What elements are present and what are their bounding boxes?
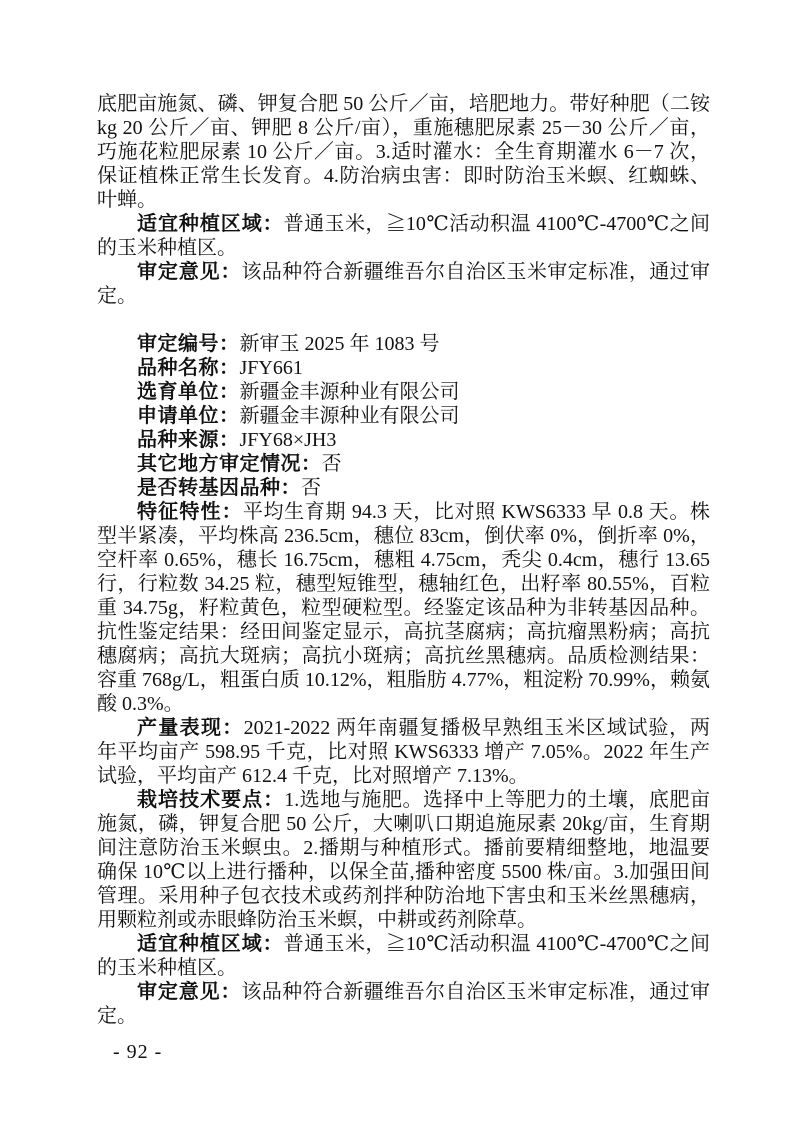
paragraph-label: 适宜种植区域：	[137, 933, 284, 955]
paragraph-text: JFY68×JH3	[239, 429, 337, 451]
paragraph-text: 新疆金丰源种业有限公司	[239, 381, 460, 403]
paragraph	[97, 452, 710, 476]
paragraph-label: 品种名称：	[137, 357, 240, 379]
paragraph-text: 底肥亩施氮、磷、钾复合肥 50 公斤／亩，培肥地力。带好种肥（二铵kg 20 公斤／亩、钾肥 8 公斤/亩），重施穗肥尿素 25－30 公斤／亩，巧施花粒肥尿素 10 公斤／亩。3.适时灌水：全生育期灌水 6－7 次，保证植株正常生长发育。4.防治病虫害：即时防治玉米螟、红蜘蛛、叶蝉。	[97, 93, 710, 211]
paragraph-label: 选育单位：	[137, 381, 240, 403]
paragraph-text: 否	[301, 477, 321, 499]
paragraph-text: 普通玉米，≧10℃活动积温 4100℃-4700℃之间的玉米种植区。	[97, 933, 711, 979]
paragraph-text: 2021-2022 两年南疆复播极早熟组玉米区域试验，两年平均亩产 598.95 千克，比对照 KWS6333 增产 7.05%。2022 年生产试验，平均亩产 612.4 千克，比对照增产 7.13%。	[97, 717, 710, 787]
paragraph-text: 该品种符合新疆维吾尔自治区玉米审定标准，通过审定。	[97, 261, 711, 307]
paragraph	[97, 932, 710, 980]
paragraph-label: 是否转基因品种：	[137, 477, 301, 499]
document-body	[97, 92, 710, 1028]
paragraph	[97, 476, 710, 500]
paragraph-label: 申请单位：	[137, 405, 240, 427]
paragraph-text: 否	[321, 453, 342, 475]
paragraph-text: JFY661	[239, 357, 303, 379]
paragraph-label: 审定意见：	[137, 981, 242, 1003]
paragraph-text: 平均生育期 94.3 天，比对照 KWS6333 早 0.8 天。株型半紧凑，平均株高 236.5cm，穗位 83cm，倒伏率 0%，倒折率 0%，空杆率 0.65%，穗长 16.75cm，穗粗 4.75cm，秃尖 0.4cm，穗行 13.65 行，行粒数 34.25 粒，穗型短锥型，穗轴红色，出籽率 80.55%，百粒重 34.75g，籽粒黄色，粒型硬粒型。经鉴定该品种为非转基因品种。抗性鉴定结果：经田间鉴定显示，高抗茎腐病；高抗瘤黑粉病；高抗穗腐病；高抗大斑病；高抗小斑病；高抗丝黑穗病。品质检测结果：容重 768g/L，粗蛋白质 10.12%，粗脂肪 4.77%，粗淀粉 70.99%，赖氨酸 0.3%。	[97, 501, 710, 715]
paragraph	[97, 428, 710, 452]
page-number: - 92 -	[113, 1041, 163, 1063]
paragraph-label: 特征特性：	[137, 501, 243, 523]
paragraph-spacer	[97, 308, 710, 332]
paragraph	[97, 212, 710, 260]
paragraph	[97, 92, 710, 212]
paragraph-label: 品种来源：	[137, 429, 240, 451]
paragraph-label: 审定编号：	[137, 333, 240, 355]
paragraph-text: 该品种符合新疆维吾尔自治区玉米审定标准，通过审定。	[97, 981, 711, 1027]
paragraph-label: 审定意见：	[137, 261, 242, 283]
paragraph	[97, 356, 710, 380]
paragraph	[97, 332, 710, 356]
paragraph-label: 其它地方审定情况：	[137, 453, 322, 475]
paragraph	[97, 380, 710, 404]
paragraph	[97, 404, 710, 428]
paragraph-text: 普通玉米，≧10℃活动积温 4100℃-4700℃之间的玉米种植区。	[97, 213, 711, 259]
paragraph	[97, 980, 710, 1028]
paragraph-text: 新疆金丰源种业有限公司	[239, 405, 460, 427]
paragraph	[97, 260, 710, 308]
paragraph	[97, 500, 710, 716]
paragraph-text: 1.选地与施肥。选择中上等肥力的土壤，底肥亩施氮，磷，钾复合肥 50 公斤，大喇叭口期追施尿素 20kg/亩，生育期间注意防治玉米螟虫。2.播期与种植形式。播前要精细整地，地温要确保 10℃以上进行播种，以保全苗,播种密度 5500 株/亩。3.加强田间管理。采用种子包衣技术或药剂拌种防治地下害虫和玉米丝黑穗病，用颗粒剂或赤眼蜂防治玉米螟，中耕或药剂除草。	[97, 789, 711, 931]
paragraph-label: 适宜种植区域：	[137, 213, 284, 235]
paragraph	[97, 716, 710, 788]
paragraph-text: 新审玉 2025 年 1083 号	[239, 333, 440, 355]
paragraph-label: 栽培技术要点：	[137, 789, 285, 811]
paragraph	[97, 788, 710, 932]
paragraph-label: 产量表现：	[137, 717, 244, 739]
